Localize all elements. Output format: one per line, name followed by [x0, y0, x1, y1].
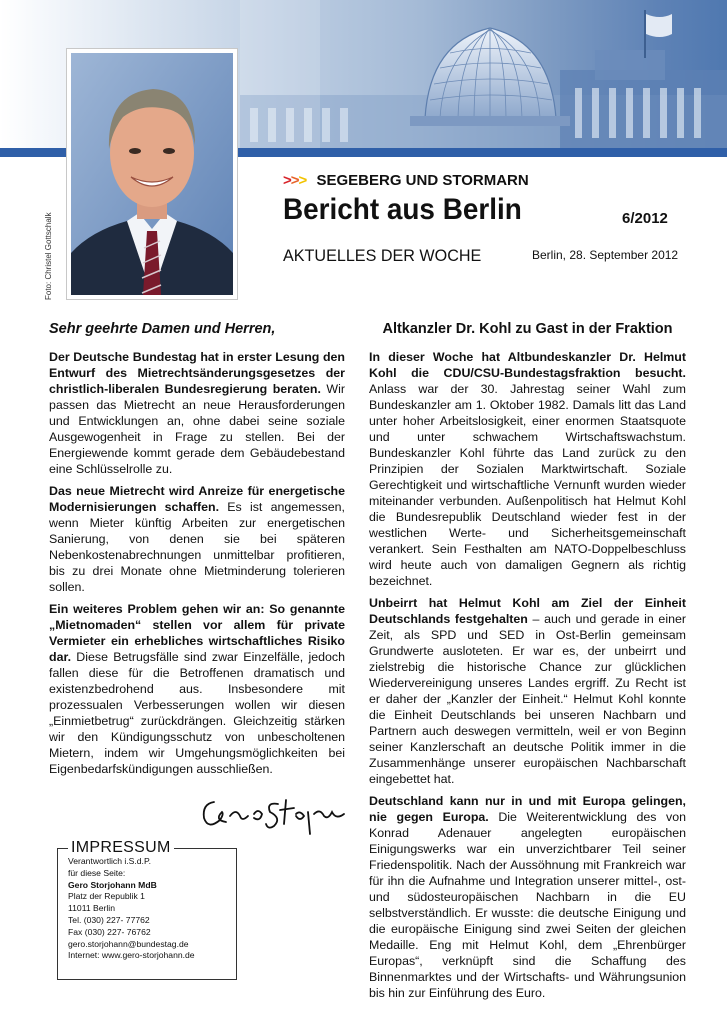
right-p2-lead: Unbeirrt hat Helmut Kohl am Ziel der Einheit Deutschlands festgehalten — [369, 596, 686, 626]
right-p3-body: Die Weiterentwicklung des von Konrad Adenauer angelegten europäischen Einigungswerks war ein unverzichtbarer Teil seiner Friedenspolitik. Nach der Aussöhnung mit Frankreich war für ihn die Aufnahme und Integration unserer mittel-, ost- und südosteuropäischen Nachbarn in die EU selbstverständlich. Er wusste: die deutsche Einigung und die europäische Einigung sind zwei Seiten der gleichen Medaille. Eng mit Helmut Kohl, dem „Ehrenbürger Europas“, verknüpft sind die Schaffung des Binnenmarktes und der Wirtschafts- und Währungsunion bis hin zur Einführung des Euro. — [369, 810, 687, 1000]
impressum-city: 11011 Berlin — [68, 903, 115, 914]
right-paragraph-2 — [369, 595, 686, 787]
left-p2-body: Es ist angemessen, wenn Mieter künftig Arbeiten zur energetischen Sanierung, von denen sie bei späteren Nebenkostenabrechnungen unmittelbar profitieren, bis zu drei Monate ohne Mietminderung tolerieren sollen. — [49, 500, 345, 594]
portrait-photo-frame — [66, 48, 238, 300]
left-p3-lead: Ein weiteres Problem gehen wir an: So genannte „Mietnomaden“ stellen vor allem für private Vermieter ein erhebliches wirtschaftliches Risiko dar. — [49, 602, 345, 664]
impressum-line2: für diese Seite: — [68, 867, 126, 878]
impressum-title: IMPRESSUM — [68, 839, 174, 857]
right-paragraph-1 — [369, 349, 686, 589]
portrait-photo — [71, 53, 233, 295]
left-p3-body: Diese Betrugsfälle sind zwar Einzelfälle, jedoch fallen diese für die Betroffenen dramatisch und existenzbedrohend aus. Insbesondere mit prozessualen Verbesserungen wollen wir diesen „Einmietbetrug“ zurückdrängen. Gleichzeitig stärken wir den Kündigungsschutz von unbescholtenen Mietern, indem wir Umgehungsmöglichkeiten bei Eigenbedarfskündigungen ausschließen. — [49, 650, 345, 776]
left-paragraph-3 — [49, 601, 345, 777]
section-title: AKTUELLES DER WOCHE — [283, 246, 482, 265]
issue-number: 6/2012 — [622, 210, 668, 227]
impressum-tel: Tel. (030) 227- 77762 — [68, 914, 150, 925]
impressum-web[interactable]: Internet: www.gero-storjohann.de — [68, 950, 195, 961]
signature-image — [200, 790, 350, 840]
right-p1-body: Anlass war der 30. Jahrestag seiner Wahl zum Bundeskanzler am 1. Oktober 1982. Damals litt das Land unter hoher Arbeitslosigkeit, einer enormen Staatsquote und unter schwachem Wirtschaftswachstum. Bundeskanzler Kohl führte das Land zurück zu den Prinzipien der Sozialen Marktwirtschaft. Soziale Gerechtigkeit und wirtschaftliche Vernunft wurden wieder miteinander verbunden. Außenpolitisch hat Helmut Kohl die Bundesrepublik Deutschland wieder fest in der westlichen Werte- und Sicherheitsgemeinschaft verankert. Sein Festhalten am NATO-Doppelbeschluss wird heute auch von damaligen Gegnern als richtig bezeichnet. — [369, 382, 686, 588]
subtitle-text: SEGEBERG UND STORMARN — [316, 172, 529, 189]
right-p1-lead: In dieser Woche hat Altbundeskanzler Dr. Helmut Kohl die CDU/CSU-Bundestagsfraktion besucht. — [369, 350, 686, 380]
impressum-line1: Verantwortlich i.S.d.P. — [68, 856, 151, 866]
impressum-street: Platz der Republik 1 — [68, 891, 145, 902]
arrows-icon: >>> — [283, 172, 307, 189]
right-paragraph-3 — [369, 793, 686, 1001]
impressum-email[interactable]: gero.storjohann@bundestag.de — [68, 938, 189, 949]
salutation: Sehr geehrte Damen und Herren, — [49, 321, 276, 337]
impressum-body — [68, 856, 195, 962]
impressum-fax: Fax (030) 227- 76762 — [68, 926, 151, 937]
article-heading: Altkanzler Dr. Kohl zu Gast in der Fraktion — [382, 321, 673, 337]
date-line: Berlin, 28. September 2012 — [532, 248, 679, 262]
right-p3-lead: Deutschland kann nur in und mit Europa gelingen, nie gegen Europa. — [369, 794, 686, 824]
impressum-name: Gero Storjohann MdB — [68, 879, 157, 890]
left-p1-body: Wir passen das Mietrecht an neue Herausforderungen und Entwicklungen an, ohne dabei seine soziale Ausgewogenheit in Frage zu stellen. Bei der Energiewende kommt gerade dem Gebäudebestand eine Schlüsselrolle zu. — [49, 382, 345, 476]
right-column — [369, 320, 686, 1007]
left-paragraph-1 — [49, 349, 345, 477]
impressum-box — [57, 839, 237, 980]
left-paragraph-2 — [49, 483, 345, 595]
left-column — [49, 320, 345, 783]
left-p2-lead: Das neue Mietrecht wird Anreize für energetische Modernisierungen schaffen. — [49, 484, 345, 514]
right-p2-body: – auch und gerade in einer Zeit, als SPD und SED in Ost-Berlin gemeinsam Grundwerte ausloteten. Er war es, der unbeirrt und zielstrebig die historische Chance zur glücklichen Wiedervereinigung unseres Landes ergriff. Zu Recht ist er daher der „Kanzler der Einheit.“ Helmut Kohl konnte die Einheit Deutschlands bei unseren Nachbarn und Partnern auch deswegen vermitteln, weil er von Beginn seiner Kanzlerschaft an deutsche Politik immer in die Zusammenhänge unserer europäischen Nachbarschaft eingebettet hat. — [369, 612, 686, 786]
newsletter-subtitle — [283, 172, 529, 189]
left-p1-lead: Der Deutsche Bundestag hat in erster Lesung den Entwurf des Mietrechtsänderungsgesetzes der christlich-liberalen Bundesregierung beraten. — [49, 350, 345, 396]
photo-credit: Foto: Christel Gottschalk — [44, 212, 53, 300]
page-title: Bericht aus Berlin — [283, 193, 522, 226]
